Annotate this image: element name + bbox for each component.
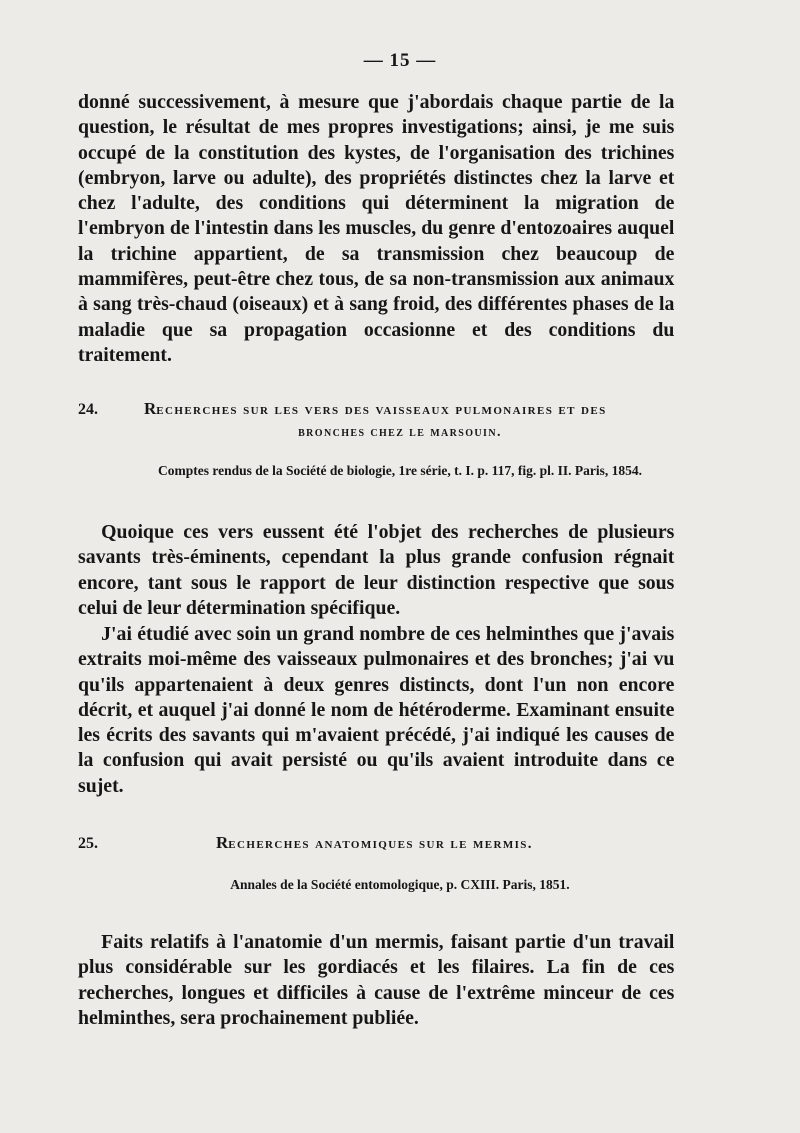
entry-25-title-initial: R: [216, 833, 229, 852]
entry-24-number: 24.: [78, 401, 98, 418]
entry-24-title-line2: bronches chez le marsouin.: [298, 425, 502, 440]
entry-24-paragraph-1: Quoique ces vers eussent été l'objet des recherches de plusieurs savants très-éminents, cependant la plus grande confusion régnait encore, tant sous le rapport de leur distinction respective que sous celui de leur détermination spécifique.: [78, 521, 675, 619]
entry-24-paragraph-2: J'ai étudié avec soin un grand nombre de ces helminthes que j'avais extraits moi-même des vaisseaux pulmonaires et des bronches; j'ai vu qu'ils appartenaient à deux genres distincts, dont l'un non encore décrit, et auquel j'ai donné le nom de hétéroderme. Examinant ensuite les écrits des savants qui m'avaient précédé, j'ai indiqué les causes de la confusion qui avait persisté ou qu'ils avaient introduite dans ce sujet.: [78, 623, 675, 797]
entry-25-title: echerches anatomiques sur le mermis.: [228, 836, 533, 852]
entry-25-heading: [78, 832, 696, 855]
entry-25-number: 25.: [78, 835, 98, 852]
entry-25-reference: Annales de la Société entomologique, p. CXIII. Paris, 1851.: [230, 877, 570, 892]
page-number: — 15 —: [363, 50, 437, 71]
entry-25-paragraph: Faits relatifs à l'anatomie d'un mermis, faisant partie d'un travail plus considérable sur les gordiacés et les filaires. La fin de ces recherches, longues et difficiles à cause de l'extrême minceur de ces helminthes, sera prochainement publiée.: [78, 931, 675, 1029]
entry-24-heading: [78, 398, 696, 421]
entry-24-reference: Comptes rendus de la Société de biologie, 1re série, t. I. p. 117, fig. pl. II. Paris, 1854.: [158, 463, 642, 478]
entry-24-title-line1: echerches sur les vers des vaisseaux pulmonaires et des: [156, 402, 607, 418]
entry-24-title-initial: R: [144, 399, 157, 418]
intro-paragraph: donné successivement, à mesure que j'abordais chaque partie de la question, le résultat de mes propres investigations; ainsi, je me suis occupé de la constitution des kystes, de l'organisation des trichines (embryon, larve ou adulte), des propriétés distinctes chez la larve et chez l'adulte, des conditions qui déterminent la migration de l'embryon de l'intestin dans les muscles, du genre d'entozoaires auquel la trichine appartient, de sa transmission chez beaucoup de mammifères, peut-être chez tous, de sa non-transmission aux animaux à sang très-chaud (oiseaux) et à sang froid, des différentes phases de la maladie que sa propagation occasionne et des conditions du traitement.: [78, 91, 675, 366]
